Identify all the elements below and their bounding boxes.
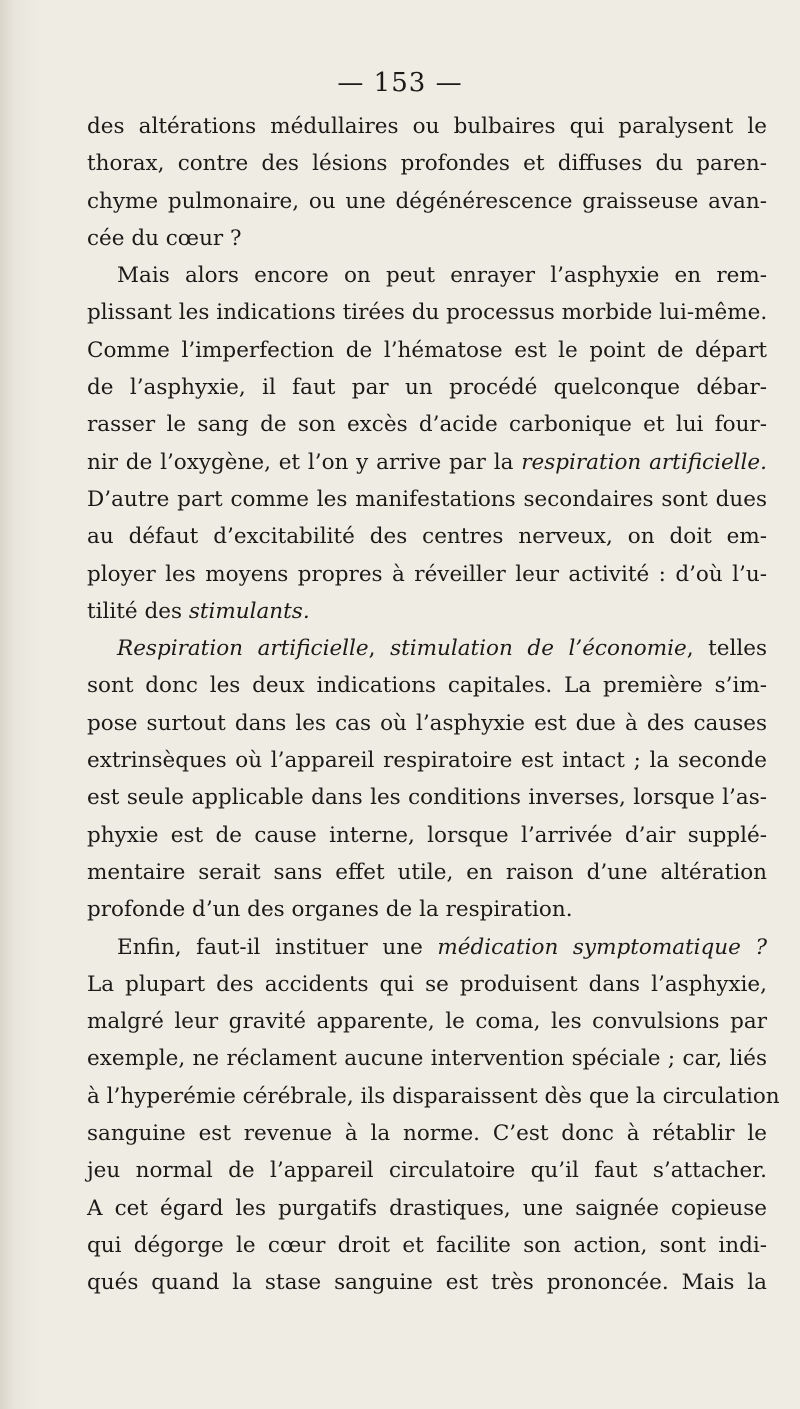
text-segment: phyxie est de cause interne, lorsque l’arrivée d’air supplé- bbox=[87, 822, 767, 848]
text-line bbox=[87, 481, 767, 518]
text-segment: La plupart des accidents qui se produisent dans l’asphyxie, bbox=[87, 971, 767, 997]
text-segment: Mais alors encore on peut enrayer l’asphyxie en rem- bbox=[117, 263, 767, 289]
text-segment: tilité des bbox=[87, 598, 189, 624]
italic-text: respiration artificielle. bbox=[521, 449, 767, 475]
text-segment: exemple, ne réclament aucune intervention spéciale ; car, liés bbox=[87, 1046, 767, 1072]
text-segment: à l’hyperémie cérébrale, ils disparaissent dès que la circulation bbox=[87, 1083, 780, 1109]
text-segment: extrinsèques où l’appareil respiratoire est intact ; la seconde bbox=[87, 748, 767, 774]
text-segment: profonde d’un des organes de la respiration. bbox=[87, 897, 573, 923]
text-line bbox=[87, 556, 767, 593]
text-segment: , telles bbox=[686, 636, 767, 662]
text-line bbox=[87, 145, 767, 182]
text-segment: Enfin, faut-il instituer une bbox=[117, 934, 438, 960]
text-segment: malgré leur gravité apparente, le coma, les convulsions par bbox=[87, 1009, 767, 1035]
text-line bbox=[87, 667, 767, 704]
text-line bbox=[87, 257, 767, 294]
text-line bbox=[87, 854, 767, 891]
text-segment: sont donc les deux indications capitales. La première s’im- bbox=[87, 673, 767, 699]
text-segment: cée du cœur ? bbox=[87, 225, 242, 251]
text-line bbox=[87, 406, 767, 443]
text-line bbox=[87, 1264, 767, 1301]
text-line bbox=[87, 332, 767, 369]
text-segment: de l’asphyxie, il faut par un procédé quelconque débar- bbox=[87, 375, 767, 401]
page-number: — 153 — bbox=[337, 68, 463, 98]
text-line bbox=[87, 1190, 767, 1227]
text-segment: nir de l’oxygène, et l’on y arrive par la bbox=[87, 449, 522, 475]
text-line bbox=[87, 779, 767, 816]
text-line bbox=[87, 518, 767, 555]
text-line bbox=[87, 1078, 780, 1115]
text-segment: des altérations médullaires ou bulbaires qui paralysent le bbox=[87, 114, 767, 139]
text-line bbox=[87, 444, 767, 481]
text-line bbox=[87, 1040, 767, 1077]
text-segment: ployer les moyens propres à réveiller leur activité : d’où l’u- bbox=[87, 561, 767, 587]
text-segment: , bbox=[368, 636, 391, 662]
text-line bbox=[87, 630, 767, 667]
text-line bbox=[87, 1003, 767, 1040]
text-segment: est seule applicable dans les conditions inverses, lorsque l’as- bbox=[87, 785, 767, 811]
text-line bbox=[87, 108, 767, 145]
text-segment: A cet égard les purgatifs drastiques, une saignée copieuse bbox=[87, 1195, 767, 1221]
text-line bbox=[87, 183, 767, 220]
text-segment: sanguine est revenue à la norme. C’est donc à rétablir le bbox=[87, 1121, 767, 1147]
text-line bbox=[87, 220, 767, 257]
text-line bbox=[87, 891, 767, 928]
text-segment: qui dégorge le cœur droit et facilite son action, sont indi- bbox=[87, 1232, 767, 1258]
body-text bbox=[87, 108, 780, 1302]
text-line bbox=[87, 1115, 767, 1152]
text-segment: pose surtout dans les cas où l’asphyxie est due à des causes bbox=[87, 710, 767, 736]
text-segment: jeu normal de l’appareil circulatoire qu’il faut s’attacher. bbox=[87, 1158, 767, 1184]
text-line bbox=[87, 1227, 767, 1264]
text-line bbox=[87, 817, 767, 854]
text-segment: plissant les indications tirées du processus morbide lui-même. bbox=[87, 300, 768, 326]
text-segment: thorax, contre des lésions profondes et diffuses du paren- bbox=[87, 151, 767, 177]
italic-text: stimulation de l’économie bbox=[390, 636, 687, 662]
italic-text: stimulants. bbox=[188, 598, 310, 624]
text-segment: rasser le sang de son excès d’acide carbonique et lui four- bbox=[87, 412, 767, 438]
italic-text: Respiration artificielle bbox=[117, 636, 369, 662]
text-line bbox=[87, 593, 767, 630]
text-line bbox=[87, 929, 767, 966]
text-line bbox=[87, 369, 767, 406]
text-segment: mentaire serait sans effet utile, en raison d’une altération bbox=[87, 859, 767, 885]
text-segment: D’autre part comme les manifestations secondaires sont dues bbox=[87, 486, 767, 512]
text-segment: Comme l’imperfection de l’hématose est le point de départ bbox=[87, 337, 767, 363]
text-line bbox=[87, 966, 767, 1003]
text-segment: au défaut d’excitabilité des centres nerveux, on doit em- bbox=[87, 524, 767, 550]
text-line bbox=[87, 294, 767, 331]
text-segment: qués quand la stase sanguine est très prononcée. Mais la bbox=[87, 1270, 767, 1296]
text-line bbox=[87, 742, 767, 779]
text-line bbox=[87, 705, 767, 742]
text-segment: chyme pulmonaire, ou une dégénérescence graisseuse avan- bbox=[87, 188, 767, 214]
italic-text: médication symptomatique ? bbox=[437, 934, 767, 960]
text-line bbox=[87, 1152, 767, 1189]
